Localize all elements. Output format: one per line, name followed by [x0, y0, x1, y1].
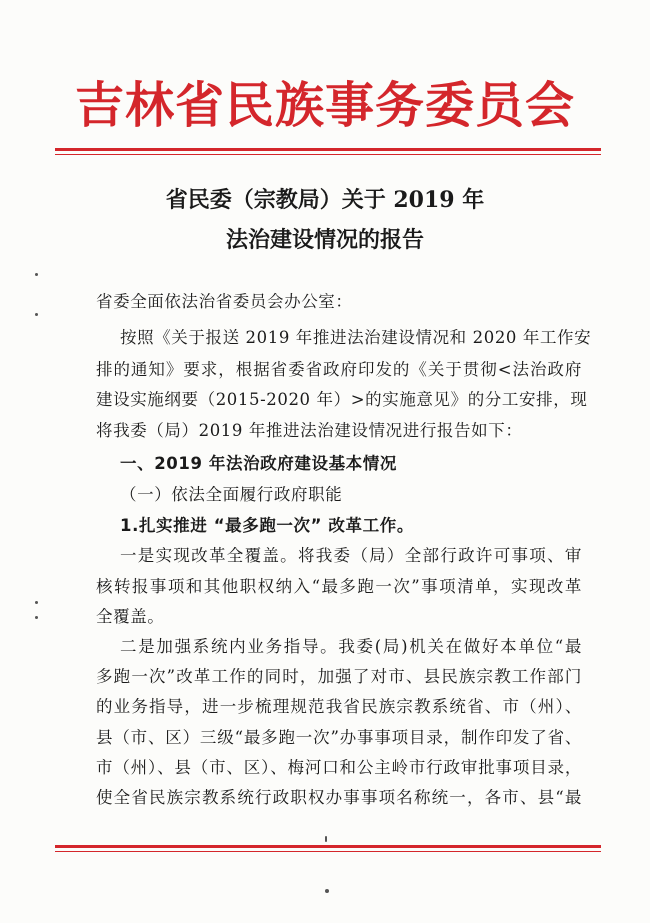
footer-rule-thick — [55, 845, 601, 848]
paragraph-3-line: 二是加强系统内业务指导。我委(局)机关在做好本单位“最 — [120, 637, 582, 656]
report-title-line-1: 省民委（宗教局）关于 2019 年 — [165, 187, 485, 213]
letterhead-org-name: 吉林省民族事务委员会 — [74, 77, 575, 134]
paragraph-2-line: 全覆盖。 — [96, 607, 165, 626]
section-heading-3: 1.扎实推进 “最多跑一次” 改革工作。 — [120, 516, 414, 535]
letterhead-rule-thin — [55, 154, 601, 155]
scan-speck — [35, 313, 38, 316]
paragraph-1-line: 建设实施纲要（2015-2020 年）>的实施意见》的分工安排，现 — [96, 390, 588, 409]
paragraph-3-line: 的业务指导，进一步梳理规范我省民族宗教系统省、市（州）、 — [96, 697, 582, 716]
paragraph-3-line: 多跑一次”改革工作的同时，加强了对市、县民族宗教工作部门 — [96, 667, 582, 686]
scan-speck — [35, 601, 38, 604]
paragraph-2-line: 一是实现改革全覆盖。将我委（局）全部行政许可事项、审 — [120, 546, 582, 565]
paragraph-1-line: 将我委（局）2019 年推进法治建设情况进行报告如下： — [96, 421, 523, 440]
footer-rule-thin — [55, 851, 601, 852]
report-title-line-2: 法治建设情况的报告 — [225, 227, 424, 253]
scan-speck — [35, 273, 38, 276]
binding-mark — [325, 836, 327, 842]
letterhead-rule-thick — [55, 148, 601, 151]
addressee: 省委全面依法治省委员会办公室： — [96, 292, 353, 311]
paragraph-3-line: 市（州）、县（市、区）、梅河口和公主岭市行政审批事项目录， — [96, 758, 582, 777]
paragraph-1-line: 按照《关于报送 2019 年推进法治建设情况和 2020 年工作安 — [120, 328, 592, 347]
paragraph-1-line: 排的通知》要求，根据省委省政府印发的《关于贯彻<法治政府 — [96, 360, 582, 379]
binding-hole-mark — [325, 889, 329, 893]
paragraph-3-line: 使全省民族宗教系统行政职权办事事项名称统一，各市、县“最 — [96, 788, 582, 807]
scan-speck — [35, 616, 38, 619]
section-heading-1: 一、2019 年法治政府建设基本情况 — [120, 454, 397, 473]
section-heading-2: （一）依法全面履行政府职能 — [120, 485, 343, 504]
paragraph-2-line: 核转报事项和其他职权纳入“最多跑一次”事项清单，实现改革 — [96, 577, 582, 596]
paragraph-3-line: 县（市、区）三级“最多跑一次”办事事项目录，制作印发了省、 — [96, 728, 582, 747]
